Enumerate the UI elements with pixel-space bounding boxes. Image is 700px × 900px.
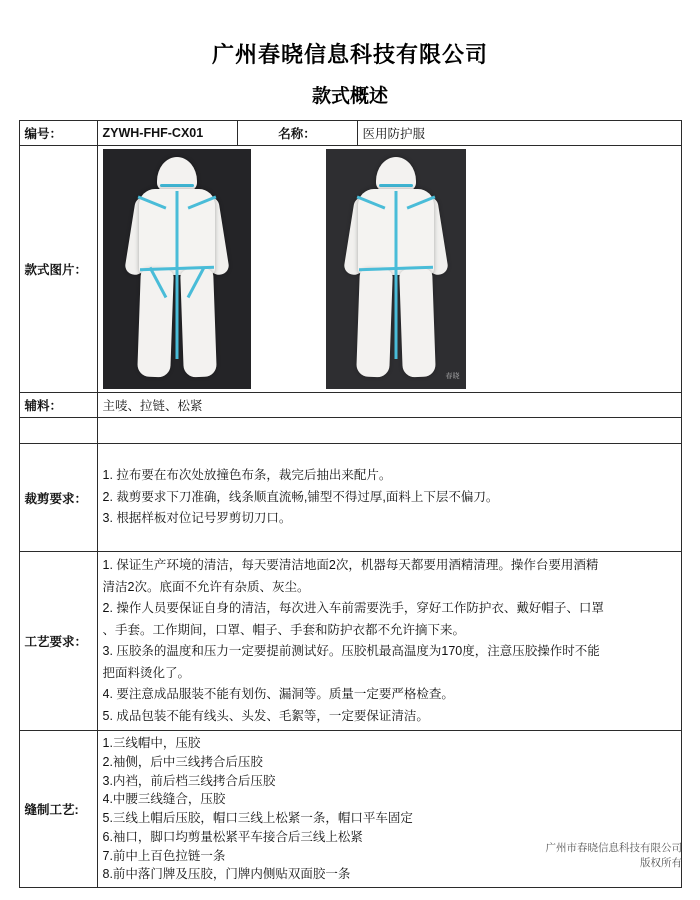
process-line-6: 把面料烫化了。	[102, 665, 191, 680]
document-page	[0, 38, 700, 900]
cutting-line-1: 1. 拉布要在布次处放撞色布条，裁完后抽出来配片。	[102, 468, 392, 483]
code-value: ZYWH-FHF-CX01	[97, 121, 237, 146]
sewing-line-6: 6.袖口，脚口均剪量松紧平车接合后三线上松紧	[102, 829, 363, 844]
process-line-8: 5. 成品包装不能有线头、头发、毛絮等，一定要保证清洁。	[102, 708, 429, 723]
process-line-3: 2. 操作人员要保证自身的清洁，每次进入车前需要洗手，穿好工作防护衣、戴好帽子、口罩	[102, 601, 604, 615]
footer	[546, 841, 683, 873]
suit-hood-tape	[160, 184, 194, 187]
cutting-requirements	[97, 444, 681, 552]
photo-section-label: 款式图片：	[19, 146, 97, 393]
sewing-line-7: 7.前中上百色拉链一条	[102, 848, 226, 863]
suit-hood-tape-back	[379, 184, 413, 187]
protective-suit-back-photo	[326, 149, 466, 389]
suit-left-leg	[137, 268, 174, 377]
table-row-spacer	[19, 418, 681, 444]
style-overview-table	[19, 120, 682, 888]
suit-left-leg-back	[356, 268, 393, 377]
footer-line-1: 广州市春晓信息科技有限公司	[545, 841, 682, 854]
table-row-process	[19, 552, 681, 731]
name-value: 医用防护服	[357, 121, 681, 146]
footer-line-2: 版权所有	[640, 857, 682, 870]
suit-right-leg-back	[399, 268, 436, 377]
photo-section-cell	[97, 146, 681, 393]
sewing-label: 缝制工艺:	[19, 731, 97, 888]
process-requirements	[97, 552, 681, 731]
suit-back-seam-tape	[394, 191, 397, 359]
cutting-label: 裁剪要求：	[19, 444, 97, 552]
table-row-cutting	[19, 444, 681, 552]
sewing-line-8: 8.前中落门牌及压胶，门牌内侧贴双面胶一条	[102, 867, 351, 882]
sewing-line-1: 1.三线帽中，压胶	[102, 736, 201, 750]
materials-label: 辅料：	[19, 393, 97, 418]
suit-hood-back	[376, 157, 416, 193]
sewing-line-4: 4.中腰三线缝合，压胶	[102, 792, 226, 807]
photo-watermark: 春晓	[445, 373, 460, 380]
page-subtitle: 款式概述	[311, 86, 388, 107]
code-label: 编号：	[19, 121, 97, 146]
protective-suit-front-photo	[103, 149, 251, 389]
process-line-5: 3. 压胶条的温度和压力一定要提前测试好。压胶机最高温度为170度，注意压胶操作时不能	[102, 644, 600, 658]
sewing-line-2: 2.袖侧，后中三线拷合后压胶	[102, 754, 263, 769]
cutting-line-3: 3. 根据样板对位记号罗剪切刀口。	[102, 511, 292, 526]
process-line-4: 、手套。工作期间，口罩、帽子、手套和防护衣都不允许摘下来。	[102, 622, 466, 637]
process-line-1: 1. 保证生产环境的清洁，每天要清洁地面2次，机器每天都要用酒精清理。操作台要用酒精	[102, 558, 599, 572]
sewing-line-5: 5.三线上帽后压胶，帽口三线上松紧一条，帽口平车固定	[102, 811, 413, 825]
process-line-7: 4. 要注意成品服装不能有划伤、漏洞等。质量一定要严格检查。	[102, 687, 454, 701]
suit-right-leg	[180, 268, 217, 377]
table-row-materials	[19, 393, 681, 418]
process-label: 工艺要求：	[19, 552, 97, 731]
cutting-line-2: 2. 裁剪要求下刀准确，线条顺直流畅,铺型不得过厚,面料上下层不偏刀。	[102, 489, 499, 504]
sewing-line-3: 3.内裆，前后档三线拷合后压胶	[102, 773, 276, 788]
suit-front-zipper	[175, 191, 178, 359]
spacer-value-cell	[97, 418, 681, 444]
suit-hood	[157, 157, 197, 193]
materials-value: 主唛、拉链、松紧	[97, 393, 681, 418]
spacer-label-cell	[19, 418, 97, 444]
table-row-code	[19, 121, 681, 146]
process-line-2: 清洁2次。底面不允许有杂质、灰尘。	[102, 579, 310, 594]
name-label: 名称：	[237, 121, 357, 146]
table-row-photos	[19, 146, 681, 393]
page-title: 广州春晓信息科技有限公司	[211, 42, 488, 67]
